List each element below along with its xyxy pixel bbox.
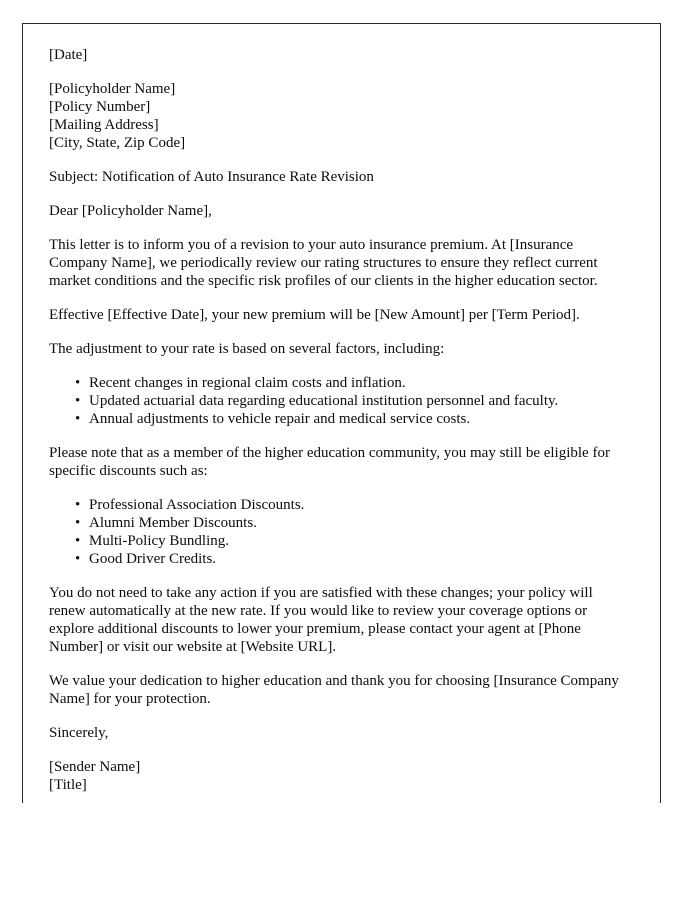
- letter-page: [22, 23, 661, 803]
- paragraph-no-action-required: You do not need to take any action if you are satisfied with these changes; your policy will renew automatically at the new rate. If you would like to review your coverage options or explore additional discounts to lower your premium, please contact your agent at [Phone Number] or visit our website at [Website URL].: [49, 585, 593, 655]
- list-item-label: Multi-Policy Bundling.: [89, 533, 230, 549]
- closing-salutation: Sincerely,: [49, 725, 109, 741]
- bullet-icon: •: [75, 393, 81, 409]
- signature-block: [49, 758, 627, 794]
- recipient-line-mailing-address: [Mailing Address]: [49, 117, 159, 133]
- bullet-icon: •: [75, 515, 81, 531]
- list-item-label: Updated actuarial data regarding educational institution personnel and faculty.: [89, 393, 559, 409]
- recipient-address-block: [49, 80, 627, 152]
- list-item-label: Annual adjustments to vehicle repair and medical service costs.: [89, 411, 471, 427]
- list-item: [49, 392, 627, 410]
- list-item-label: Recent changes in regional claim costs and inflation.: [89, 375, 406, 391]
- bullet-icon: •: [75, 411, 81, 427]
- bullet-icon: •: [75, 375, 81, 391]
- recipient-line-policyholder-name: [Policyholder Name]: [49, 81, 176, 97]
- sender-name: [Sender Name]: [49, 759, 141, 775]
- discounts-list: [49, 496, 627, 568]
- bullet-icon: •: [75, 533, 81, 549]
- list-item: [49, 514, 627, 532]
- paragraph-discounts-intro: Please note that as a member of the higher education community, you may still be eligible for specific discounts such as:: [49, 445, 610, 479]
- list-item: [49, 550, 627, 568]
- date-placeholder: [Date]: [49, 47, 88, 63]
- list-item-label: Alumni Member Discounts.: [89, 515, 257, 531]
- paragraph-closing-thanks: We value your dedication to higher education and thank you for choosing [Insurance Company Name] for your protection.: [49, 673, 619, 707]
- paragraph-effective-premium: Effective [Effective Date], your new premium will be [New Amount] per [Term Period].: [49, 307, 580, 323]
- list-item-label: Professional Association Discounts.: [89, 497, 305, 513]
- list-item: [49, 496, 627, 514]
- salutation: Dear [Policyholder Name],: [49, 203, 212, 219]
- list-item: [49, 374, 627, 392]
- recipient-line-policy-number: [Policy Number]: [49, 99, 151, 115]
- bullet-icon: •: [75, 551, 81, 567]
- recipient-line-city-state-zip: [City, State, Zip Code]: [49, 135, 186, 151]
- sender-title: [Title]: [49, 777, 87, 793]
- subject-line: Subject: Notification of Auto Insurance Rate Revision: [49, 169, 374, 185]
- paragraph-intro: This letter is to inform you of a revision to your auto insurance premium. At [Insurance Company Name], we periodically review our rating structures to ensure they reflect current market conditions and the specific risk profiles of our clients in the higher education sector.: [49, 237, 598, 289]
- list-item: [49, 410, 627, 428]
- rate-factors-list: [49, 374, 627, 428]
- paragraph-factors-intro: The adjustment to your rate is based on several factors, including:: [49, 341, 445, 357]
- list-item-label: Good Driver Credits.: [89, 551, 217, 567]
- list-item: [49, 532, 627, 550]
- bullet-icon: •: [75, 497, 81, 513]
- letter-content: [49, 46, 627, 794]
